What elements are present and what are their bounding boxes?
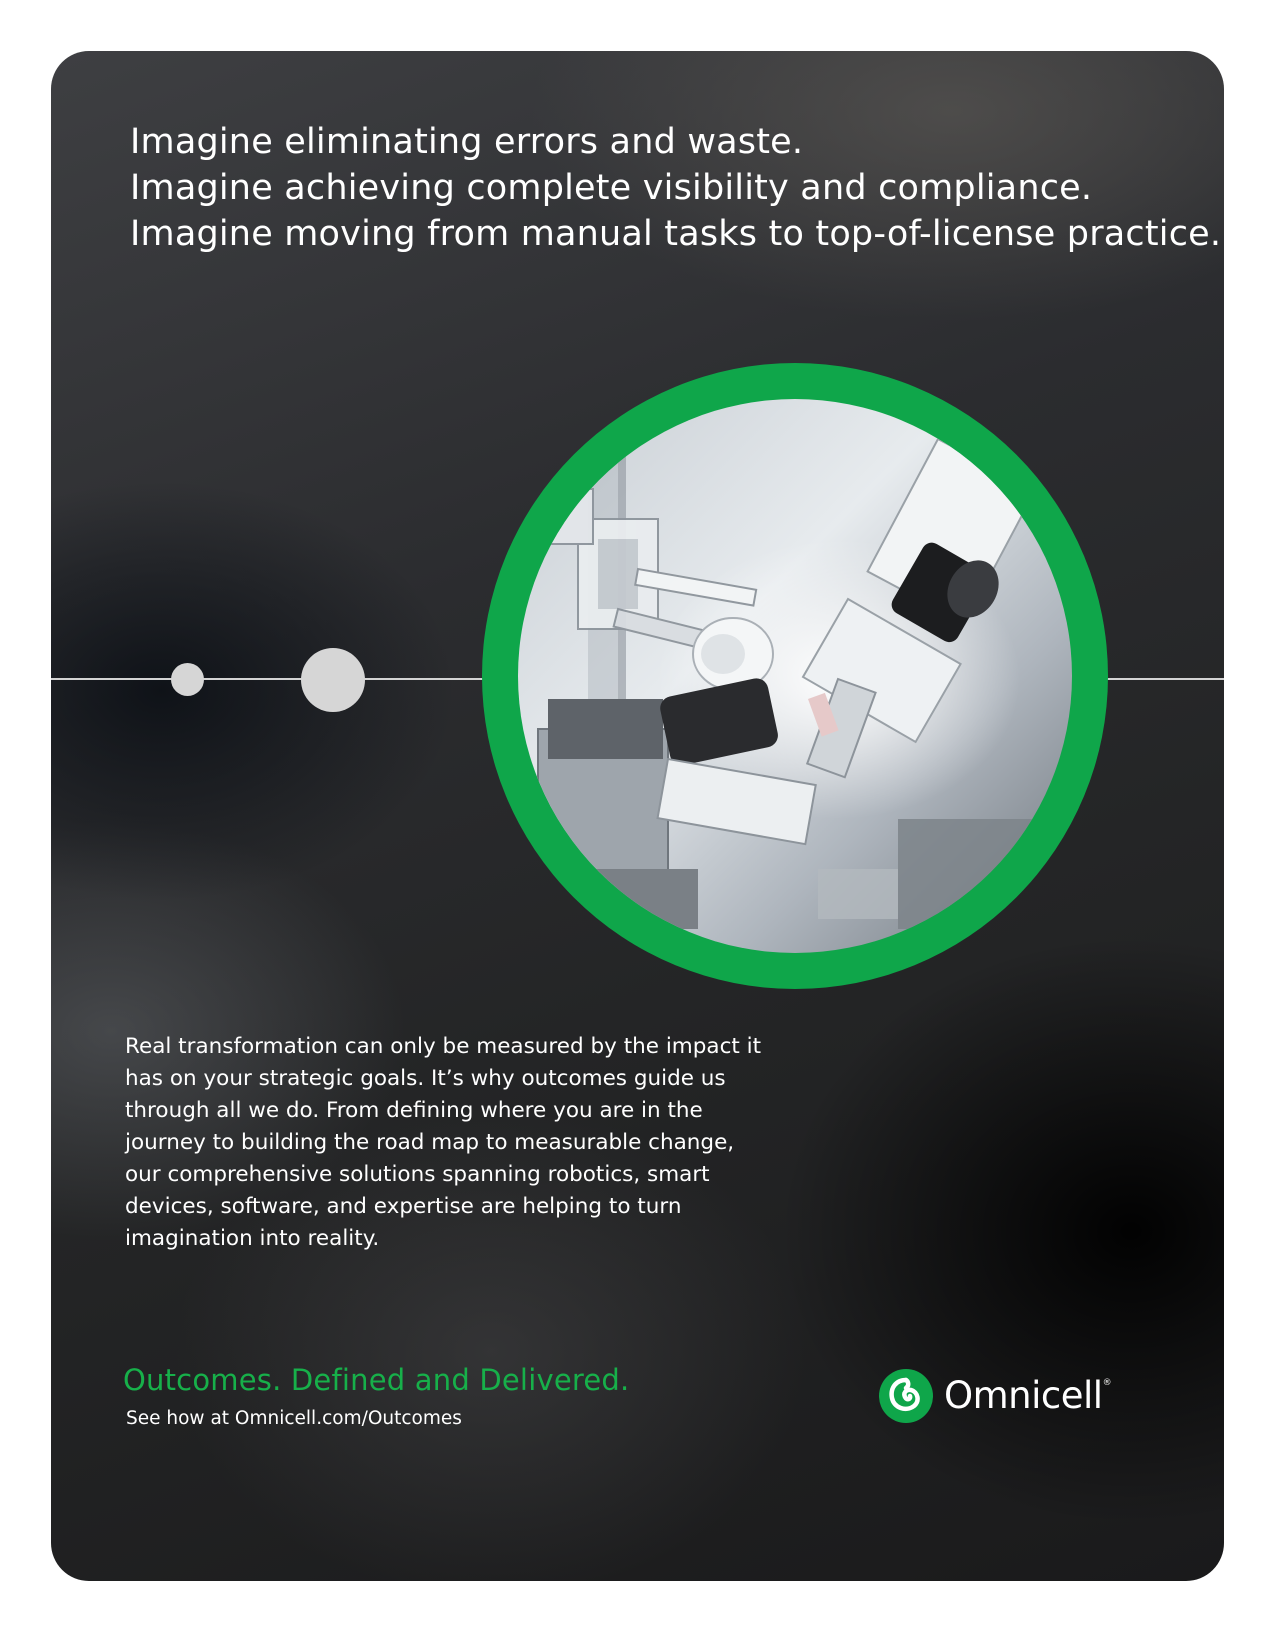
robotic-arm-photo: [518, 399, 1072, 953]
small-dot: [171, 663, 204, 696]
large-dot: [301, 648, 365, 712]
body-paragraph: Real transformation can only be measured by the impact it has on your strategic goals. It’s why outcomes guide us through all we do. From defining where you are in the journey to building the road map to measurable change, our comprehensive solutions spanning robotics, smart devices, software, and expertise are helping to turn imagination into reality.: [125, 1034, 762, 1251]
omnicell-logo: [878, 1368, 1111, 1424]
headline-3: Imagine moving from manual tasks to top-of-license practice.: [130, 214, 1222, 254]
headline-list: [130, 119, 1221, 257]
url-line: See how at Omnicell.com/Outcomes: [126, 1408, 462, 1429]
wordmark-text: Omnicell: [944, 1374, 1103, 1417]
headline-2: Imagine achieving complete visibility and compliance.: [130, 168, 1093, 208]
omnicell-wordmark: [944, 1368, 1111, 1424]
omnicell-logo-icon: [878, 1368, 934, 1424]
tagline: Outcomes. Defined and Delivered.: [123, 1363, 630, 1397]
ad-card: [51, 51, 1224, 1581]
robotic-arm-illustration: [518, 399, 1072, 953]
registered-mark: ®: [1102, 1378, 1112, 1388]
headline-1: Imagine eliminating errors and waste.: [130, 122, 804, 162]
